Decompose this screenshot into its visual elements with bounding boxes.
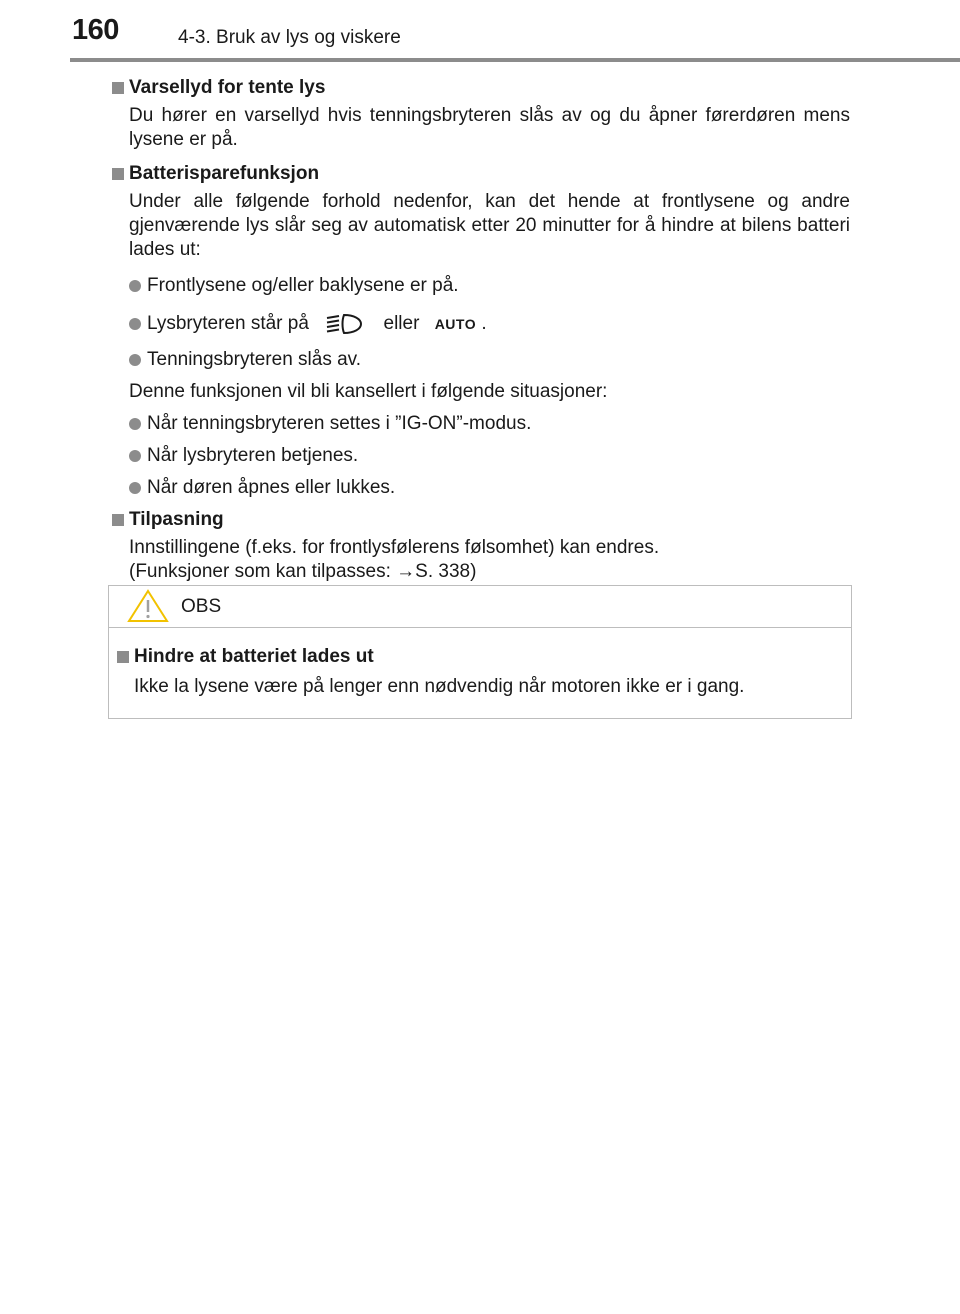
circle-bullet-icon (129, 418, 141, 430)
obs-heading (115, 645, 851, 669)
list-item (110, 312, 850, 336)
obs-label: OBS (181, 596, 222, 617)
square-bullet-icon (112, 82, 124, 94)
section-title: Batterisparefunksjon (129, 163, 320, 184)
list-item-text: Når lysbryteren betjenes. (147, 445, 359, 467)
section-heading (110, 162, 850, 186)
list-item (110, 444, 850, 468)
square-bullet-icon (112, 514, 124, 526)
page-header (0, 0, 960, 62)
auto-symbol: AUTO (434, 316, 477, 332)
obs-notice-box (108, 585, 852, 719)
square-bullet-icon (112, 168, 124, 180)
section-text: Innstillingene (f.eks. for frontlysfølerens følsomhet) kan endres. (129, 537, 660, 559)
page-number: 160 (72, 14, 119, 46)
list-item (110, 476, 850, 500)
headlight-icon (324, 312, 364, 336)
obs-header (109, 586, 851, 628)
circle-bullet-icon (129, 450, 141, 462)
section-heading (110, 76, 850, 100)
warning-triangle-icon (127, 589, 169, 628)
list-item (110, 412, 850, 436)
list-item (110, 274, 850, 298)
list-item-text: eller (383, 313, 420, 335)
section-text: Du hører en varsellyd hvis tenningsbryteren slås av og du åpner førerdøren mens lysene er på. (129, 105, 850, 150)
section-text: (Funksjoner som kan tilpasses: →S. 338) (129, 561, 477, 583)
section-title: Tilpasning (129, 509, 224, 531)
header-rule (70, 58, 960, 62)
obs-title: Hindre at batteriet lades ut (134, 646, 374, 667)
list-item-text: Tenningsbryteren slås av. (147, 349, 362, 371)
section-text: Under alle følgende forhold nedenfor, kan det hende at frontlysene og andre gjenværende lys slår seg av automatisk etter 20 minutter for å hindre at bilens batteri lades ut: (129, 191, 850, 260)
main-content (110, 70, 850, 584)
obs-text: Ikke la lysene være på lenger enn nødvendig når motoren ikke er i gang. (134, 676, 745, 697)
list-item-text: Når døren åpnes eller lukkes. (147, 477, 396, 499)
obs-body (109, 628, 851, 699)
list-item-text: Lysbryteren står på (147, 313, 309, 335)
section-title: Varsellyd for tente lys (129, 77, 326, 98)
circle-bullet-icon (129, 354, 141, 366)
section-text: Denne funksjonen vil bli kansellert i følgende situasjoner: (129, 381, 608, 403)
circle-bullet-icon (129, 318, 141, 330)
list-item-text: Når tenningsbryteren settes i ”IG-ON”-modus. (147, 413, 532, 435)
circle-bullet-icon (129, 280, 141, 292)
list-item (110, 348, 850, 372)
chapter-title: 4-3. Bruk av lys og viskere (178, 27, 401, 48)
circle-bullet-icon (129, 482, 141, 494)
list-item-text: . (481, 313, 487, 335)
list-item-text: Frontlysene og/eller baklysene er på. (147, 275, 459, 296)
section-heading (110, 508, 850, 532)
square-bullet-icon (117, 651, 129, 663)
